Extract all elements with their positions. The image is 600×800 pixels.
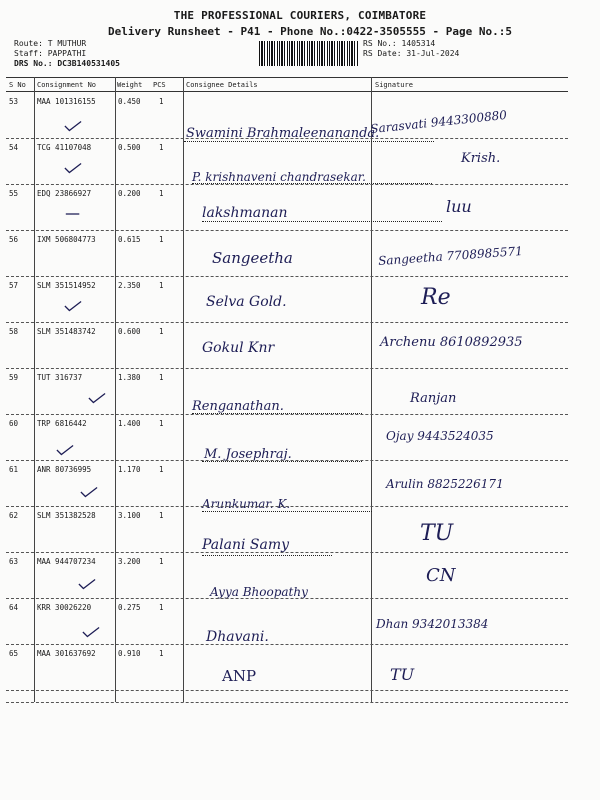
row-weight: 3.100 bbox=[118, 511, 141, 520]
table-row bbox=[6, 139, 568, 185]
consignee-name: Dhavani. bbox=[206, 629, 269, 645]
row-sno: 58 bbox=[9, 327, 19, 336]
signature: Arulin 8825226171 bbox=[386, 477, 504, 491]
checkmark-icon bbox=[64, 117, 82, 129]
barcode bbox=[259, 41, 359, 66]
signature: Ranjan bbox=[410, 391, 457, 406]
row-sno: 62 bbox=[9, 511, 19, 520]
table-row bbox=[6, 507, 568, 553]
row-weight: 2.350 bbox=[118, 281, 141, 290]
signature: Krish. bbox=[461, 151, 501, 166]
route-label: Route: T MUTHUR bbox=[14, 39, 87, 48]
row-sno: 63 bbox=[9, 557, 19, 566]
dotted-line bbox=[202, 221, 442, 222]
checkmark-icon bbox=[82, 623, 100, 635]
col-header-consignment: Consignment No bbox=[37, 81, 97, 89]
row-sno: 55 bbox=[9, 189, 19, 198]
consignee-name: lakshmanan bbox=[202, 205, 288, 221]
table-row bbox=[6, 599, 568, 645]
col-header-consignee: Consignee Details bbox=[186, 81, 258, 89]
row-sno: 54 bbox=[9, 143, 19, 152]
table-row bbox=[6, 277, 568, 323]
row-consignment-no: EDQ 23866927 bbox=[37, 189, 92, 198]
col-header-pcs: PCS bbox=[153, 81, 166, 89]
signature: Sangeetha 7708985571 bbox=[377, 243, 524, 269]
row-consignment-no: TRP 6816442 bbox=[37, 419, 87, 428]
signature: luu bbox=[446, 197, 472, 216]
row-pcs: 1 bbox=[159, 511, 164, 520]
rs-number: RS No.: 1405314 bbox=[363, 39, 436, 48]
row-sno: 61 bbox=[9, 465, 19, 474]
table-row bbox=[6, 461, 568, 511]
staff-label: Staff: PAPPATHI bbox=[14, 49, 87, 58]
table-bottom-border bbox=[6, 702, 568, 703]
row-pcs: 1 bbox=[159, 649, 164, 658]
signature: TU bbox=[390, 665, 415, 684]
checkmark-icon bbox=[64, 159, 82, 171]
table-row bbox=[6, 93, 568, 139]
row-pcs: 1 bbox=[159, 603, 164, 612]
runsheet-subtitle: Delivery Runsheet - P41 - Phone No.:0422-3505555 - Page No.:5 bbox=[108, 25, 512, 38]
checkmark-icon bbox=[64, 297, 82, 309]
consignee-name: P. krishnaveni chandrasekar. bbox=[192, 170, 366, 184]
row-pcs: 1 bbox=[159, 327, 164, 336]
row-sno: 57 bbox=[9, 281, 19, 290]
col-header-signature: Signature bbox=[375, 81, 413, 89]
signature: Dhan 9342013384 bbox=[376, 617, 489, 631]
row-sno: 56 bbox=[9, 235, 19, 244]
consignee-name: Renganathan. bbox=[192, 399, 284, 414]
table-row bbox=[6, 369, 568, 415]
rs-date: RS Date: 31-Jul-2024 bbox=[363, 49, 460, 58]
row-pcs: 1 bbox=[159, 557, 164, 566]
row-consignment-no: SLM 351483742 bbox=[37, 327, 96, 336]
consignee-name: Selva Gold. bbox=[206, 294, 287, 310]
checkmark-icon bbox=[88, 389, 106, 401]
table-row bbox=[6, 323, 568, 369]
row-pcs: 1 bbox=[159, 465, 164, 474]
row-weight: 0.615 bbox=[118, 235, 141, 244]
row-consignment-no: MAA 944707234 bbox=[37, 557, 96, 566]
signature: TU bbox=[420, 521, 454, 546]
row-weight: 0.200 bbox=[118, 189, 141, 198]
row-separator bbox=[6, 690, 568, 691]
row-weight: 3.200 bbox=[118, 557, 141, 566]
checkmark-icon bbox=[64, 205, 82, 217]
row-sno: 64 bbox=[9, 603, 19, 612]
checkmark-icon bbox=[56, 441, 74, 453]
row-pcs: 1 bbox=[159, 143, 164, 152]
row-consignment-no: SLM 351382528 bbox=[37, 511, 96, 520]
row-weight: 0.910 bbox=[118, 649, 141, 658]
row-weight: 0.600 bbox=[118, 327, 141, 336]
row-pcs: 1 bbox=[159, 97, 164, 106]
rs-info-block bbox=[363, 39, 459, 59]
table-row bbox=[6, 415, 568, 461]
checkmark-icon bbox=[78, 575, 96, 587]
row-weight: 1.400 bbox=[118, 419, 141, 428]
row-consignment-no: MAA 101316155 bbox=[37, 97, 96, 106]
consignee-name: Ayya Bhoopathy bbox=[210, 585, 308, 599]
row-pcs: 1 bbox=[159, 189, 164, 198]
route-staff-block bbox=[14, 39, 120, 69]
consignee-name: ANP bbox=[222, 667, 257, 685]
signature: Archenu 8610892935 bbox=[380, 335, 523, 350]
row-sno: 65 bbox=[9, 649, 19, 658]
consignee-name: Gokul Knr bbox=[202, 340, 275, 356]
signature: Sarasvati 9443300880 bbox=[369, 107, 508, 137]
row-sno: 60 bbox=[9, 419, 19, 428]
header-bottom-border bbox=[6, 91, 568, 92]
checkmark-icon bbox=[80, 483, 98, 495]
col-header-weight: Weight bbox=[117, 81, 143, 89]
row-weight: 0.450 bbox=[118, 97, 141, 106]
row-weight: 0.500 bbox=[118, 143, 141, 152]
row-sno: 59 bbox=[9, 373, 19, 382]
row-pcs: 1 bbox=[159, 235, 164, 244]
row-pcs: 1 bbox=[159, 281, 164, 290]
signature: CN bbox=[426, 565, 456, 586]
row-consignment-no: TCG 41107048 bbox=[37, 143, 92, 152]
consignee-name: Sangeetha bbox=[212, 249, 293, 267]
row-consignment-no: SLM 351514952 bbox=[37, 281, 96, 290]
row-weight: 0.275 bbox=[118, 603, 141, 612]
col-header-sno: S No bbox=[9, 81, 26, 89]
row-weight: 1.170 bbox=[118, 465, 141, 474]
row-consignment-no: IXM 506804773 bbox=[37, 235, 96, 244]
row-consignment-no: TUT 316737 bbox=[37, 373, 83, 382]
row-consignment-no: KRR 30026220 bbox=[37, 603, 92, 612]
row-sno: 53 bbox=[9, 97, 19, 106]
consignee-name: M. Josephraj. bbox=[204, 447, 292, 462]
row-consignment-no: ANR 80736995 bbox=[37, 465, 92, 474]
consignee-name: Arunkumar. K. bbox=[202, 497, 291, 511]
row-consignment-no: MAA 301637692 bbox=[37, 649, 96, 658]
table-row bbox=[6, 553, 568, 599]
consignee-name: Palani Samy bbox=[202, 537, 290, 553]
table-row bbox=[6, 645, 568, 691]
signature: Ojay 9443524035 bbox=[386, 429, 494, 443]
row-pcs: 1 bbox=[159, 419, 164, 428]
drs-number: DRS No.: DC3B140531405 bbox=[14, 59, 120, 68]
signature: Re bbox=[421, 285, 451, 310]
table-top-border bbox=[6, 77, 568, 78]
table-row bbox=[6, 185, 568, 231]
table-row bbox=[6, 231, 568, 277]
row-pcs: 1 bbox=[159, 373, 164, 382]
row-weight: 1.380 bbox=[118, 373, 141, 382]
consignee-name: Swamini Brahmaleenananda. bbox=[186, 126, 380, 141]
company-title: THE PROFESSIONAL COURIERS, COIMBATORE bbox=[173, 9, 427, 22]
